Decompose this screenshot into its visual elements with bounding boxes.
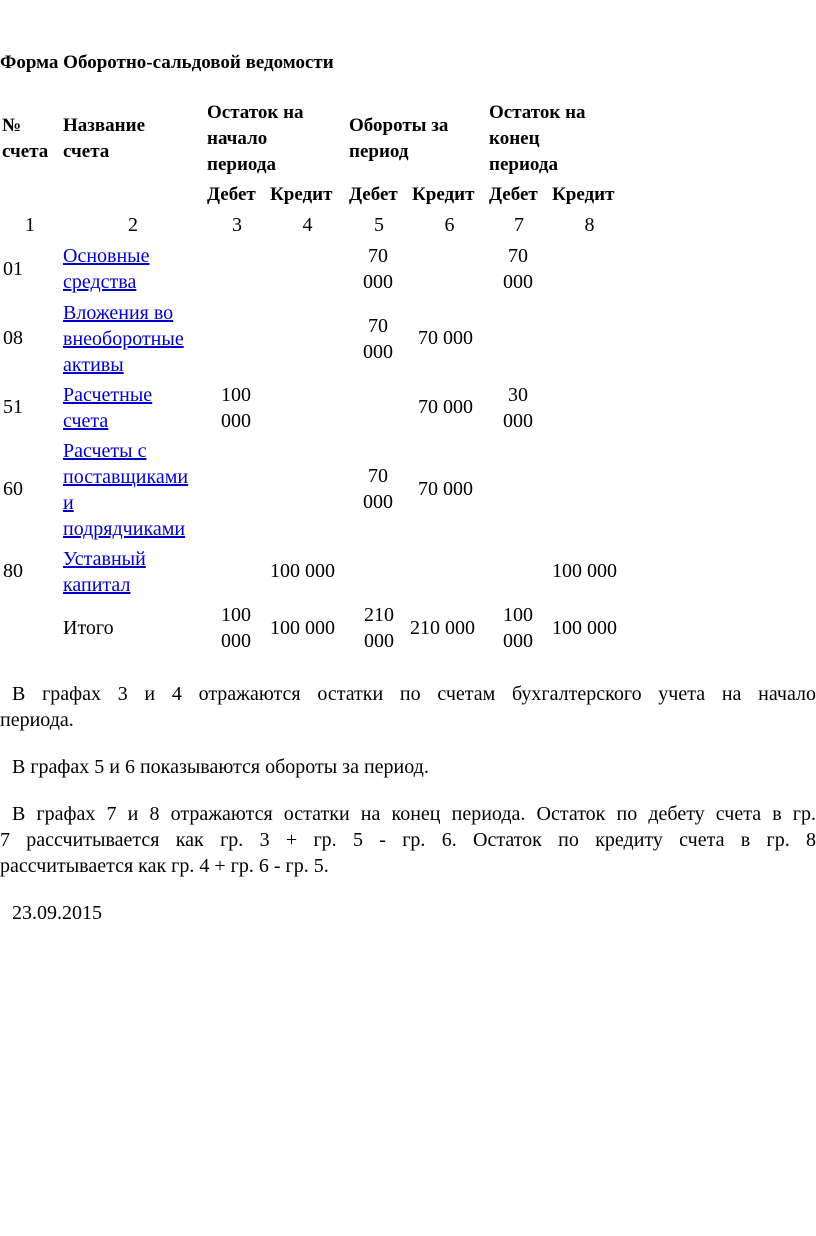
header-end-balance: [489, 100, 586, 178]
header-line: периода: [489, 154, 558, 175]
cell-debit-end: [498, 382, 538, 434]
link-line: подрядчиками: [63, 518, 186, 540]
header-line: Остаток на: [207, 102, 304, 123]
cell-line: 000: [363, 271, 393, 293]
header-account-name: [63, 113, 145, 165]
table-row-account-number: 60: [3, 478, 23, 500]
total-credit-turnover: 210 000: [410, 617, 475, 639]
total-debit-end: [494, 602, 542, 654]
cell-debit-start: [212, 382, 260, 434]
account-link-charter-capital[interactable]: [63, 546, 146, 598]
column-number: 8: [584, 214, 595, 236]
link-line: Расчетные: [63, 384, 153, 406]
total-credit-end: 100 000: [552, 617, 617, 639]
document-date: 23.09.2015: [12, 902, 102, 924]
paragraph-line: В графах 7 и 8 отражаются остатки на конец периода. Остаток по дебету счета в гр.: [12, 803, 816, 825]
header-line: Название: [63, 115, 146, 136]
paragraph-columns-3-4: [0, 681, 816, 733]
header-line: счета: [2, 141, 49, 162]
header-debit-turnover: Дебет: [349, 184, 398, 205]
cell-line: 70: [368, 245, 388, 267]
cell-line: 000: [221, 630, 251, 652]
table-row-account-number: 08: [3, 327, 23, 349]
link-line: средства: [63, 271, 137, 293]
cell-line: 100: [221, 604, 251, 626]
column-number: 1: [25, 214, 35, 236]
paragraph-columns-5-6: [0, 754, 816, 780]
account-link-noncurrent-investments[interactable]: [63, 300, 184, 378]
header-line: Остаток на: [489, 102, 586, 123]
paragraph-line: В графах 5 и 6 показываются обороты за период.: [12, 756, 429, 778]
link-line: Уставный: [63, 548, 146, 570]
paragraph-line: 7 рассчитывается как гр. 3 + гр. 5 - гр. 6. Остаток по кредиту счета в гр. 8: [0, 829, 816, 851]
cell-line: 000: [363, 341, 393, 363]
cell-debit-turnover: [358, 243, 398, 295]
page-title: Форма Оборотно-сальдовой ведомости: [0, 52, 334, 73]
paragraph-line: рассчитывается как гр. 4 + гр. 6 - гр. 5.: [0, 855, 329, 877]
link-line: счета: [63, 410, 109, 432]
paragraph-columns-7-8: [0, 801, 816, 879]
cell-line: 000: [503, 271, 533, 293]
cell-debit-turnover: [358, 463, 398, 515]
total-debit-turnover: [355, 602, 403, 654]
account-link-fixed-assets[interactable]: [63, 243, 149, 295]
cell-credit-turnover: 70 000: [418, 478, 473, 500]
link-line: капитал: [63, 574, 131, 596]
header-credit-end: Кредит: [552, 184, 615, 205]
header-turnover: [349, 113, 448, 165]
header-credit-start: Кредит: [270, 184, 333, 205]
column-number: 7: [514, 214, 524, 236]
header-line: Обороты за: [349, 115, 449, 136]
total-debit-start: [212, 602, 260, 654]
link-line: и: [63, 492, 74, 514]
header-line: конец: [489, 128, 540, 149]
header-credit-turnover: Кредит: [412, 184, 475, 205]
total-credit-start: 100 000: [270, 617, 335, 639]
header-line: счета: [63, 141, 110, 162]
cell-line: 000: [364, 630, 394, 652]
cell-debit-turnover: [358, 313, 398, 365]
column-number: 2: [128, 214, 138, 236]
header-start-balance: [207, 100, 304, 178]
cell-credit-end: 100 000: [552, 560, 617, 582]
header-line: №: [2, 115, 22, 136]
column-number: 6: [444, 214, 455, 236]
link-line: активы: [63, 354, 124, 376]
table-row-account-number: 80: [3, 560, 23, 582]
header-debit-start: Дебет: [207, 184, 256, 205]
cell-line: 70: [508, 245, 528, 267]
header-line: начало: [207, 128, 268, 149]
cell-line: 000: [221, 410, 251, 432]
column-number: 3: [232, 214, 242, 236]
cell-line: 30: [508, 384, 528, 406]
header-line: период: [349, 141, 409, 162]
paragraph-line: В графах 3 и 4 отражаются остатки по счетам бухгалтерского учета на начало: [12, 683, 816, 705]
cell-credit-turnover: 70 000: [418, 327, 473, 349]
link-line: поставщиками: [63, 466, 189, 488]
link-line: внеоборотные: [63, 328, 184, 350]
cell-debit-end: [498, 243, 538, 295]
link-line: Вложения во: [63, 302, 174, 324]
paragraph-line: периода.: [0, 709, 74, 731]
cell-line: 000: [363, 491, 393, 513]
cell-credit-start: 100 000: [270, 560, 335, 582]
cell-credit-turnover: 70 000: [418, 396, 473, 418]
cell-line: 100: [503, 604, 533, 626]
column-number: 5: [374, 214, 384, 236]
table-row-account-number: 51: [3, 396, 23, 418]
header-line: периода: [207, 154, 276, 175]
table-row-account-number: 01: [3, 258, 23, 280]
header-account-number: [2, 113, 48, 165]
link-line: Расчеты с: [63, 440, 147, 462]
account-link-suppliers-contractors[interactable]: [63, 438, 188, 542]
cell-line: 70: [368, 315, 388, 337]
cell-line: 70: [368, 465, 388, 487]
column-number: 4: [302, 214, 313, 236]
cell-line: 000: [503, 410, 533, 432]
cell-line: 000: [503, 630, 533, 652]
cell-line: 100: [221, 384, 251, 406]
cell-line: 210: [364, 604, 394, 626]
total-label: Итого: [63, 617, 114, 639]
account-link-settlement-accounts[interactable]: [63, 382, 152, 434]
link-line: Основные: [63, 245, 150, 267]
header-debit-end: Дебет: [489, 184, 538, 205]
